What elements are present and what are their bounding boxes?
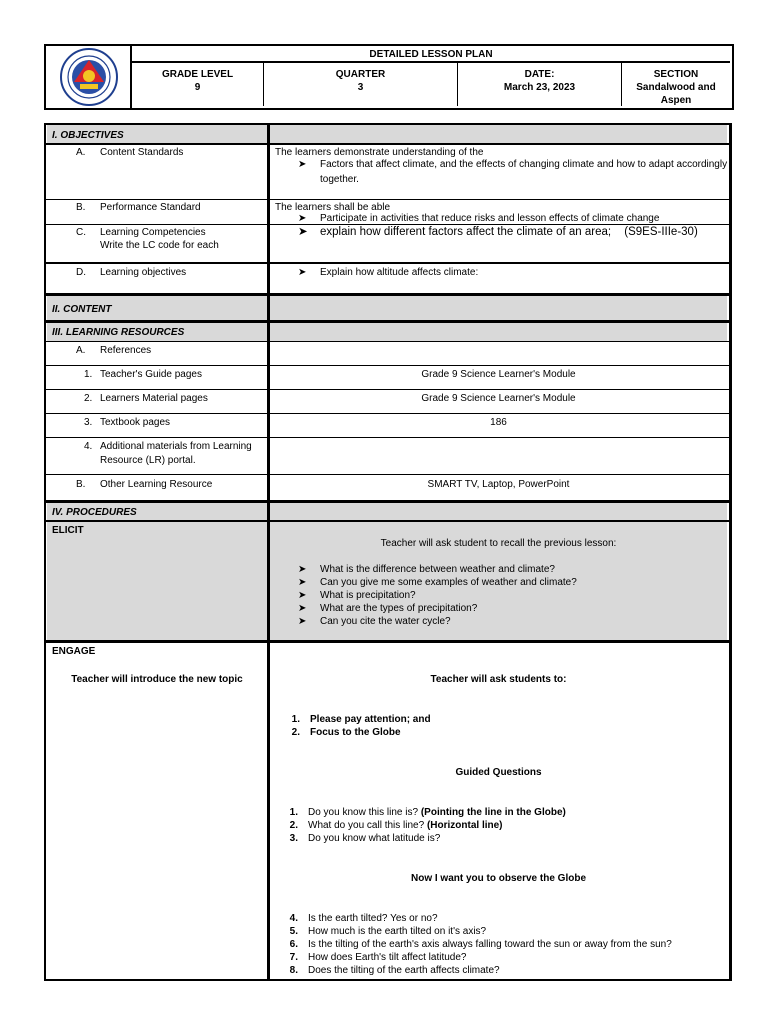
objective-b-text: The learners shall be able	[275, 202, 391, 213]
list-item: 2. Focus to the Globe	[291, 727, 401, 738]
guided-heading: Guided Questions	[455, 767, 542, 778]
arrow-bullet-icon: ➤	[298, 603, 307, 614]
resources-b-letter: B.	[76, 479, 86, 490]
list-item: 7. How does Earth's tilt affect latitude?	[289, 952, 467, 963]
arrow-bullet-icon: ➤	[298, 616, 307, 627]
resource-1-value: Grade 9 Science Learner's Module	[421, 369, 576, 380]
resources-a-label: References	[100, 345, 152, 356]
quarter-value: 3	[357, 82, 364, 93]
list-item: 1. Please pay attention; and	[291, 714, 431, 725]
arrow-bullet-icon: ➤	[298, 577, 307, 588]
list-item: ➤ What is precipitation?	[298, 590, 416, 601]
objective-d-bullet-text: Explain how altitude affects climate:	[320, 267, 479, 278]
resource-3-num: 3.	[84, 417, 93, 428]
objective-a-text: The learners demonstrate understanding of the	[275, 147, 484, 158]
objective-c-letter: C.	[76, 227, 86, 238]
resource-1-num: 1.	[84, 369, 93, 380]
arrow-bullet-icon: ➤	[298, 159, 307, 170]
objective-a-bullet-text: Factors that affect climate, and the effects of changing climate and how to adapt accordingly	[320, 159, 728, 170]
list-item: ➤ What are the types of precipitation?	[298, 603, 478, 614]
objective-d-label: Learning objectives	[100, 267, 187, 278]
list-item: 4. Is the earth tilted? Yes or no?	[289, 913, 438, 924]
resource-4-label: Additional materials from Learning	[100, 441, 252, 452]
section-label: SECTION	[653, 69, 699, 80]
objective-a-label: Content Standards	[100, 147, 184, 158]
objective-b-bullet	[298, 212, 659, 225]
engage-label: ENGAGE	[52, 646, 96, 657]
engage-steps	[280, 713, 431, 739]
objective-c-bullet-text: explain how different factors affect the climate of an area;	[320, 226, 612, 238]
quarter-label: QUARTER	[335, 69, 386, 80]
objective-b-label: Performance Standard	[100, 202, 201, 213]
grade-label: GRADE LEVEL	[161, 69, 234, 80]
objective-b-bullet-text: Participate in activities that reduce risks and lesson effects of climate change	[320, 213, 660, 224]
objective-b-letter: B.	[76, 202, 86, 213]
arrow-bullet-icon: ➤	[298, 226, 308, 238]
arrow-bullet-icon: ➤	[298, 590, 307, 601]
observe-heading: Now I want you to observe the Globe	[410, 873, 587, 884]
section-value-2: Aspen	[660, 95, 692, 106]
objective-c-label: Learning Competencies	[100, 227, 206, 238]
engage-left-text: Teacher will introduce the new topic	[71, 674, 243, 685]
guided-list	[278, 806, 566, 845]
deped-seal-logo	[60, 48, 118, 106]
objective-d-letter: D.	[76, 267, 86, 278]
section-value: Sandalwood and	[636, 82, 716, 93]
list-item: 5. How much is the earth tilted on it's axis?	[289, 926, 487, 937]
resource-2-value: Grade 9 Science Learner's Module	[421, 393, 576, 404]
arrow-bullet-icon: ➤	[298, 213, 307, 224]
resource-2-num: 2.	[84, 393, 93, 404]
objective-a-letter: A.	[76, 147, 86, 158]
date-value: March 23, 2023	[503, 82, 576, 93]
list-item: ➤ Can you give me some examples of weather and climate?	[298, 577, 577, 588]
elicit-label: ELICIT	[52, 525, 84, 536]
list-item: ➤ Can you cite the water cycle?	[298, 616, 451, 627]
resource-1-label: Teacher's Guide pages	[100, 369, 202, 380]
objective-c-bullet	[298, 226, 698, 239]
list-item: 3. Do you know what latitude is?	[289, 833, 441, 844]
procedures-heading: IV. PROCEDURES	[52, 507, 137, 518]
list-item: 2. What do you call this line? (Horizontal line)	[289, 820, 503, 831]
objectives-heading: I. OBJECTIVES	[52, 130, 124, 141]
arrow-bullet-icon: ➤	[298, 564, 307, 575]
list-item: 8. Does the tilting of the earth affects climate?	[289, 965, 500, 976]
resource-2-label: Learners Material pages	[100, 393, 208, 404]
elicit-list	[298, 563, 577, 628]
resources-a-letter: A.	[76, 345, 86, 356]
resource-3-label: Textbook pages	[100, 417, 171, 428]
elicit-intro: Teacher will ask student to recall the previous lesson:	[380, 538, 617, 549]
objective-a-bullet-cont: together.	[320, 174, 359, 185]
observe-list	[278, 912, 672, 977]
resources-b-label: Other Learning Resource	[100, 479, 213, 490]
objective-d-bullet	[298, 266, 478, 279]
arrow-bullet-icon: ➤	[298, 267, 307, 278]
engage-intro: Teacher will ask students to:	[430, 674, 567, 685]
resources-heading: III. LEARNING RESOURCES	[52, 327, 185, 338]
list-item: 1. Do you know this line is? (Pointing the line in the Globe)	[289, 807, 566, 818]
list-item: 6. Is the tilting of the earth's axis always falling toward the sun or away from the sun?	[289, 939, 672, 950]
grade-value: 9	[194, 82, 201, 93]
objective-c-code: (S9ES-IIIe-30)	[624, 226, 698, 238]
objective-c-label-2: Write the LC code for each	[100, 240, 219, 251]
resources-b-value: SMART TV, Laptop, PowerPoint	[427, 479, 570, 490]
resource-4-label-2: Resource (LR) portal.	[100, 455, 196, 466]
objective-a-bullet	[298, 158, 727, 171]
date-label: DATE:	[524, 69, 555, 80]
list-item: ➤ What is the difference between weather and climate?	[298, 564, 555, 575]
content-heading: II. CONTENT	[52, 304, 112, 315]
page-title: DETAILED LESSON PLAN	[369, 49, 493, 60]
resource-4-num: 4.	[84, 441, 93, 452]
resource-3-value: 186	[490, 417, 507, 428]
